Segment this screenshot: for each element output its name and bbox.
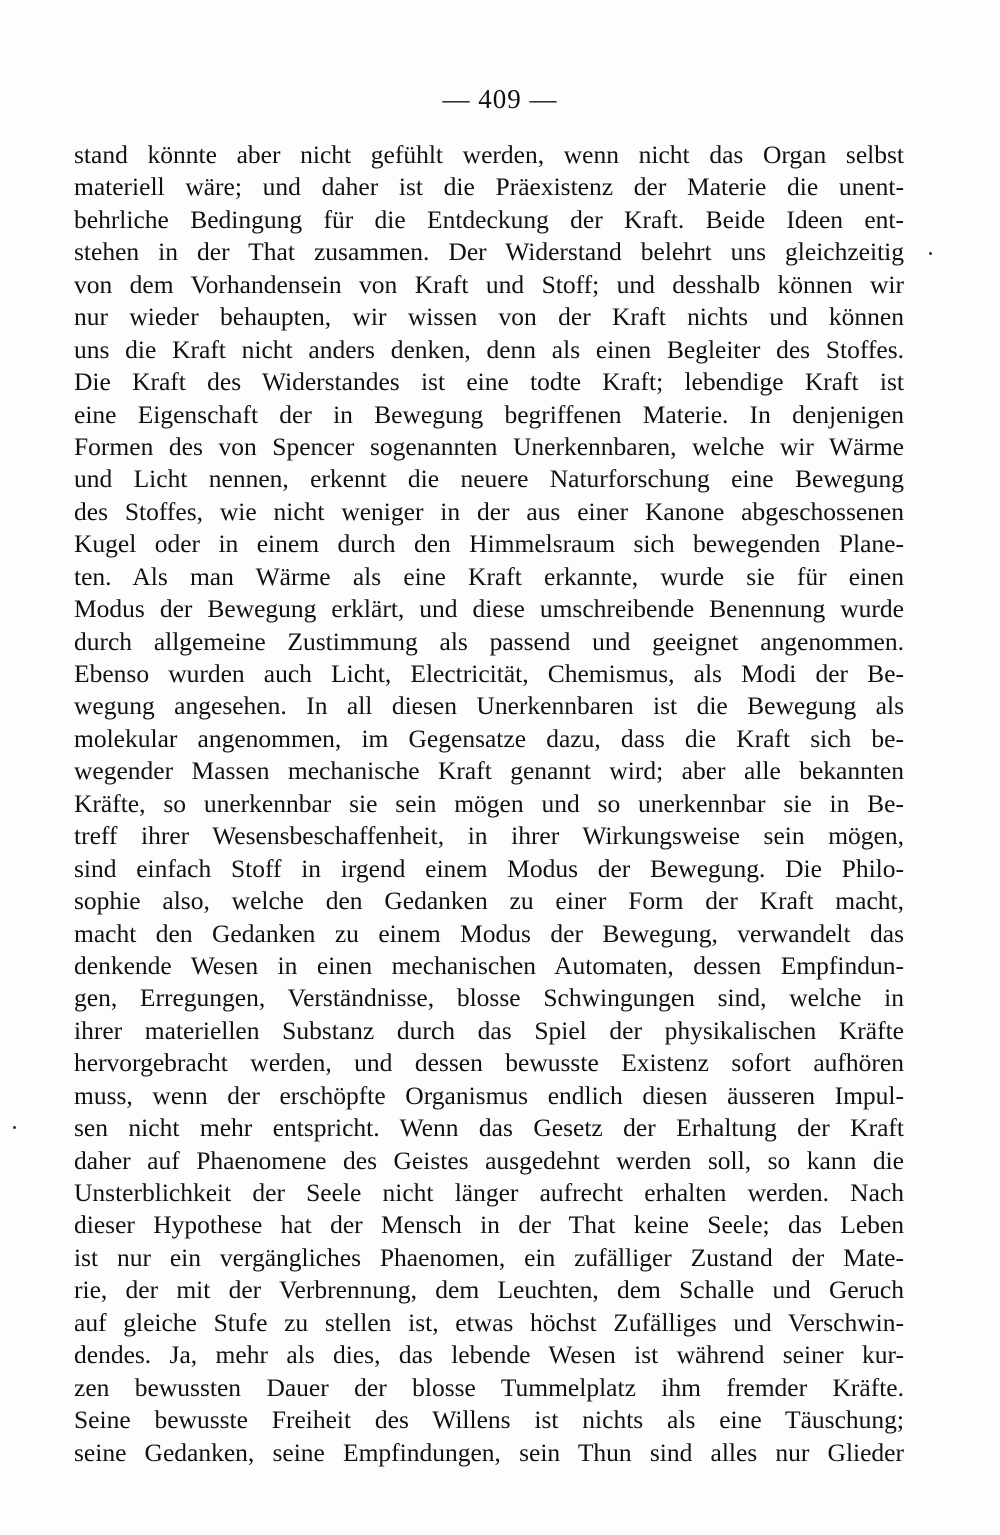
text-line: rie, der mit der Verbrennung, dem Leuchten, dem Schalle und Geruch (74, 1275, 904, 1305)
text-line: dieser Hypothese hat der Mensch in der That keine Seele; das Leben (74, 1210, 904, 1240)
text-line: denkende Wesen in einen mechanischen Automaten, dessen Empfindun- (74, 950, 904, 980)
text-line: Unsterblichkeit der Seele nicht länger aufrecht erhalten werden. Nach (74, 1178, 904, 1207)
text-line: und Licht nennen, erkennt die neuere Naturforschung eine Bewegung (74, 464, 904, 494)
text-line: macht den Gedanken zu einem Modus der Bewegung, verwandelt das (74, 918, 904, 948)
scan-speck (929, 252, 932, 255)
body-text (74, 139, 904, 1469)
text-line: von dem Vorhandensein von Kraft und Stoff; und desshalb können wir (74, 269, 904, 299)
text-line: molekular angenommen, im Gegensatze dazu, dass die Kraft sich be- (74, 723, 904, 753)
text-line: des Stoffes, wie nicht weniger in der aus einer Kanone abgeschossenen (74, 496, 904, 526)
text-line: auf gleiche Stufe zu stellen ist, etwas höchst Zufälliges und Verschwin- (74, 1307, 904, 1337)
text-line: Modus der Bewegung erklärt, und diese umschreibende Benennung wurde (74, 594, 904, 624)
scan-speck (13, 1126, 16, 1129)
text-line: sophie also, welche den Gedanken zu einer Form der Kraft macht, (74, 886, 904, 916)
text-line: hervorgebracht werden, und dessen bewusste Existenz sofort aufhören (74, 1048, 904, 1078)
text-line: stand könnte aber nicht gefühlt werden, wenn nicht das Organ selbst (74, 140, 904, 169)
text-line: seine Gedanken, seine Empfindungen, sein Thun sind alles nur Glieder (74, 1437, 904, 1467)
text-line: Kräfte, so unerkennbar sie sein mögen und so unerkennbar sie in Be- (74, 788, 904, 818)
text-line: Die Kraft des Widerstandes ist eine todte Kraft; lebendige Kraft ist (74, 367, 904, 397)
text-line: wegung angesehen. In all diesen Unerkennbaren ist die Bewegung als (74, 691, 904, 721)
text-line: muss, wenn der erschöpfte Organismus endlich diesen äusseren Impul- (74, 1080, 904, 1110)
text-line: treff ihrer Wesensbeschaffenheit, in ihrer Wirkungsweise sein mögen, (74, 821, 904, 851)
text-line: ihrer materiellen Substanz durch das Spiel der physikalischen Kräfte (74, 1015, 904, 1045)
text-line: uns die Kraft nicht anders denken, denn als einen Begleiter des Stoffes. (74, 334, 904, 364)
text-line: Formen des von Spencer sogenannten Unerkennbaren, welche wir Wärme (74, 431, 904, 461)
text-line: materiell wäre; und daher ist die Präexistenz der Materie die unent- (74, 172, 904, 202)
text-line: Kugel oder in einem durch den Himmelsraum sich bewegenden Plane- (74, 529, 904, 559)
text-line: behrliche Bedingung für die Entdeckung der Kraft. Beide Ideen ent- (74, 204, 904, 234)
text-line: eine Eigenschaft der in Bewegung begriffenen Materie. In denjenigen (74, 399, 904, 429)
text-line: Seine bewusste Freiheit des Willens ist nichts als eine Täuschung; (74, 1405, 904, 1435)
text-line: sen nicht mehr entspricht. Wenn das Gesetz der Erhaltung der Kraft (74, 1113, 904, 1143)
text-line: ten. Als man Wärme als eine Kraft erkannte, wurde sie für einen (74, 561, 904, 591)
page-number: — 409 — (442, 84, 558, 114)
text-line: dendes. Ja, mehr als dies, das lebende Wesen ist während seiner kur- (74, 1340, 904, 1370)
text-line: durch allgemeine Zustimmung als passend und geeignet angenommen. (74, 626, 904, 656)
text-line: ist nur ein vergängliches Phaenomen, ein zufälliger Zustand der Mate- (74, 1242, 904, 1272)
text-line: zen bewussten Dauer der blosse Tummelplatz ihm fremder Kräfte. (74, 1372, 904, 1402)
text-line: gen, Erregungen, Verständnisse, blosse Schwingungen sind, welche in (74, 983, 904, 1013)
text-line: daher auf Phaenomene des Geistes ausgedehnt werden soll, so kann die (74, 1145, 904, 1175)
text-line: Ebenso wurden auch Licht, Electricität, Chemismus, als Modi der Be- (74, 659, 904, 688)
text-line: stehen in der That zusammen. Der Widerstand belehrt uns gleichzeitig (74, 237, 904, 267)
text-line: sind einfach Stoff in irgend einem Modus der Bewegung. Die Philo- (74, 853, 904, 883)
text-line: nur wieder behaupten, wir wissen von der Kraft nichts und können (74, 302, 904, 332)
text-line: wegender Massen mechanische Kraft genannt wird; aber alle bekannten (74, 756, 904, 786)
